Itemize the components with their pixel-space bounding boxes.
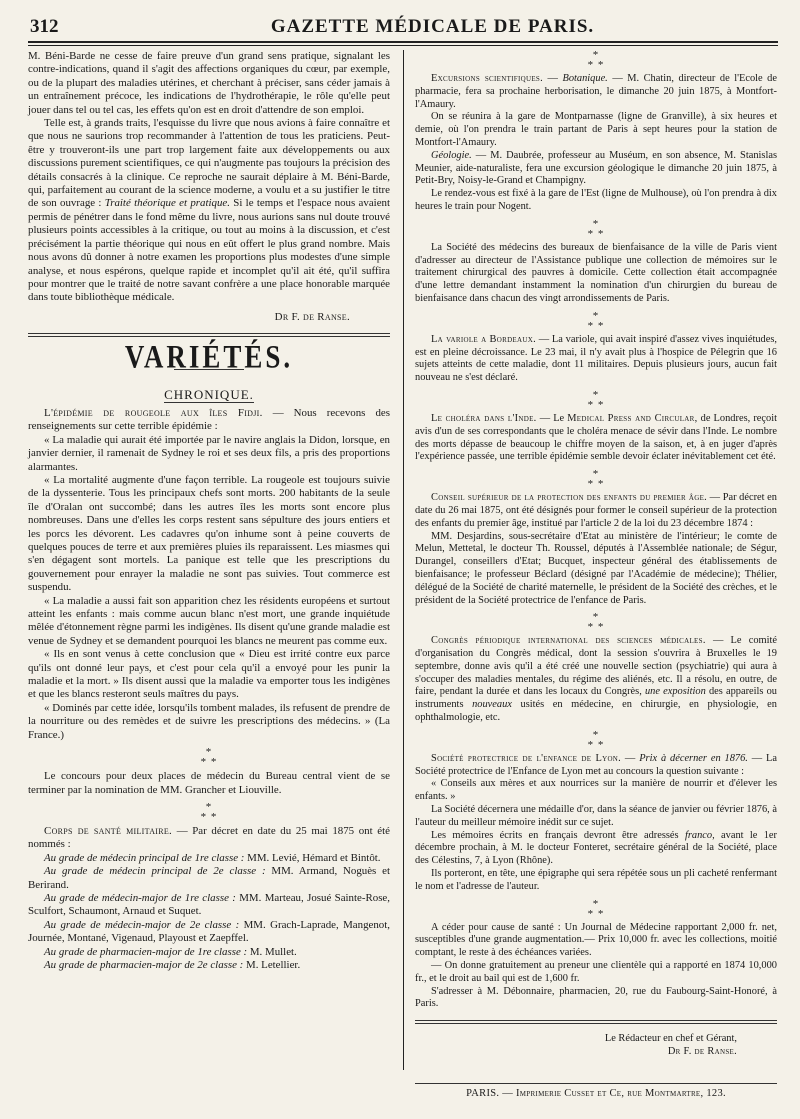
- news-headline: Excursions scientifiques.: [431, 73, 543, 84]
- section-rule: [28, 333, 390, 337]
- quote-paragraph: « Dominés par cette idée, lorsqu'ils tombent malades, ils refusent de prendre de la nourriture ou des remèdes et de suivre les prescriptions des médecins. » (La France.): [28, 701, 390, 741]
- news-headline: L'épidémie de rougeole aux îles Fidji.: [44, 406, 263, 419]
- text-span: Les mémoires écrits en français devront être adressés: [431, 829, 685, 841]
- news-headline: Société protectrice de l'enfance de Lyon.: [431, 752, 622, 764]
- grade-names: M. Letellier.: [243, 958, 301, 971]
- advert-paragraph: S'adresser à M. Débonnaire, pharmacien, 20, rue du Faubourg-Saint-Honoré, à Paris.: [415, 985, 777, 1010]
- italic-term: franco,: [684, 829, 715, 841]
- journal-title: GAZETTE MÉDICALE DE PARIS.: [270, 16, 595, 37]
- subheading: Géologie.: [431, 149, 472, 161]
- separator-stars: * * *: [587, 388, 605, 411]
- subheading: Botanique.: [562, 73, 608, 84]
- grade-label: Au grade de médecin principal de 2e classe :: [44, 865, 266, 878]
- book-title: Traité théorique et pratique.: [104, 197, 230, 210]
- header-rule: [28, 41, 778, 46]
- news-item: [28, 407, 390, 434]
- italic-term: une exposition: [644, 686, 706, 698]
- text-span: — La variole, qui avait inspiré d'assez vives inquiétudes, est en pleine décroissance. Le 23 mai, il n'y avait plus à l'hospice de Pélegrin que 16 sujets atteints de cette maladie, dont 11 militaires. Depuis plusieurs jours, aucun fait nouveau ne s'est déclaré.: [415, 333, 777, 384]
- running-header: [30, 12, 775, 42]
- news-item: Le choléra dans l'Inde. — Le Medical Press and Circular, de Londres, reçoit avis d'un de ses correspondants que le choléra menace de sévir dans l'Inde. Le nombre des morts dépasse de beaucoup le chiffre moyen de la saison, et, à en juger d'après l'expérience passée, une terrible épidémie semble devoir éclater inévitablement cet été.: [415, 412, 777, 463]
- subheading: Prix à décerner en 1876.: [639, 752, 748, 764]
- news-item: [415, 334, 777, 385]
- separator-stars: * * *: [587, 897, 605, 920]
- text-span: — Par décret en date du 25 mai 1875 ont été nommés :: [28, 824, 390, 851]
- news-item: La Société des médecins des bureaux de bienfaisance de la ville de Paris vient d'adresser au directeur de l'Assistance publique une collection de mémoires sur le traitement chirurgical des pauvres à domicile. Cette collection était accompagnée d'une lettre demandant instamment la nomination d'un chirurgien du bureau de bienfaisance dans chacun des vingt arrondissements de Paris.: [415, 241, 777, 304]
- news-paragraph: Ils porteront, en tête, une épigraphe qui sera répétée sous un pli cacheté renfermant le nom et l'adresse de l'auteur.: [415, 868, 777, 892]
- promotion-line: [28, 892, 390, 919]
- separator-stars: * * *: [200, 746, 218, 769]
- separator-stars: * * *: [587, 728, 605, 751]
- column-rule: [403, 50, 404, 1070]
- news-headline: La variole a Bordeaux.: [431, 333, 536, 345]
- news-paragraph: La Société décernera une médaille d'or, dans la séance de janvier ou février 1876, à l'auteur du meilleur mémoire inédit sur ce sujet.: [415, 804, 777, 828]
- news-paragraph: MM. Desjardins, sous-secrétaire d'Etat au ministère de l'intérieur; le comte de Melun, Mettetal, le docteur Th. Roussel, députés à l'Assemblée nationale; de Ségur, Durangel, conseillers d'Etat; Bucquet, inspecteur général des établissements de bienfaisance; le professeur Béclard (désigné par l'Académie de médecine); Thélier, délégué de la Société de charité maternelle, le président de la Société des crèches, et le président de la Société protectrice de l'enfance de Paris.: [415, 530, 777, 606]
- separator-stars: * * *: [200, 800, 218, 823]
- news-headline: Conseil supérieur de la protection des enfants du premier âge.: [431, 492, 708, 504]
- text-span: Si le temps et l'espace nous avaient permis de pénétrer dans le fond même du livre, nous aurions sans nul doute trouvé plusieurs points accessibles à la critique, ou tout au moins à la discussion, et c'est précisément la partie théorique qui nous en eût offert le plus grand nombre. Mais nous avons dû donner à notre examen les proportions plus modestes d'une simple analyse, et nous espérons, quelque rapide et incomplet qu'il ait été, qu'il suffira pour montrer que le traité de notre savant confrère a une place honorable marquée dans toute bibliothèque médicale.: [28, 197, 391, 304]
- author-signature: Dr F. de Ranse.: [274, 310, 350, 323]
- journal-name: Medical Press and Circular,: [567, 412, 698, 424]
- separator-stars: * * *: [587, 611, 605, 634]
- grade-names: MM. Grach-Laprade, Mangenot, Journée, Montané, Vigenaud, Playoust et Zaepffel.: [28, 918, 390, 945]
- review-paragraph: M. Béni-Barde ne cesse de faire preuve d'un grand sens pratique, signalant les contre-indications, quand il s'agit des affections organiques du cœur, par exemple, ou de la plupart des maladies utérines, et cherchant à préciser, sans céder jamais à un entraînement précoce, les indications de l'hydrothérapie, le rôle qu'elle peut jouer dans tel ou tel cas, les effets qu'on est en droit d'attendre de son emploi.: [28, 50, 390, 116]
- news-paragraph: On se réunira à la gare de Montparnasse (ligne de Granville), à six heures et demie, où l'on prendra le train partant de Paris à sept heures pour la station de Montfort-l'Amaury.: [415, 111, 777, 148]
- section-title: VARIÉTÉS.: [124, 338, 294, 375]
- quote-paragraph: « La maladie qui aurait été importée par le navire anglais la Didon, lorsque, en janvier dernier, il ramenait de Sydney le roi et ses deux fils, a pris des proportions alarmantes.: [28, 433, 390, 473]
- promotion-line: [28, 919, 390, 946]
- advert-paragraph: A céder pour cause de santé : Un Journal de Médecine rapportant 2,000 fr. net, susceptibles d'une grande augmentation.— Prix 10,000 fr. avec les collections, moitié comptant, le reste à des échéances variées.: [415, 921, 777, 959]
- promotion-line: [28, 946, 390, 959]
- text-span: des appareils ou instruments: [415, 686, 777, 711]
- text-span: Telle est, à grands traits, l'esquisse du livre que nous avions à faire connaître et que nous ne saurions trop recommander à l'attention de tous les praticiens. Peut-être y trouveront-ils une part trop largement faite aux développements ou aux discussions purement scientifiques, ce qui n'augmente pas toujours la précision des détails consacrés à la clinique. Ce reproche ne saurait déplaire à M. Béni-Barde, qui, parfaitement au courant de la science moderne, a voulu et a su justifier le titre de son ouvrage :: [28, 117, 390, 210]
- text-span: — M. Chatin, directeur de l'Ecole de pharmacie, fera sa prochaine herborisation, le dimanche 20 juin 1875, à Montfort-l'Amaury.: [415, 73, 777, 110]
- news-paragraph: Le rendez-vous est fixé à la gare de l'Est (ligne de Mulhouse), où l'on prendra à dix heures le train pour Nogent.: [415, 188, 777, 212]
- right-column: [415, 50, 777, 1059]
- news-item: Excursions scientifiques. — Botanique. — M. Chatin, directeur de l'Ecole de pharmacie, fera sa prochaine herborisation, le dimanche 20 juin 1875, à Montfort-l'Amaury.: [415, 73, 777, 110]
- left-column: [28, 50, 390, 972]
- imprint-rule: [415, 1083, 777, 1084]
- grade-names: MM. Armand, Noguès et Berirand.: [28, 865, 390, 891]
- news-item: Le concours pour deux places de médecin du Bureau central vient de se terminer par la nomination de MM. Grancher et Liouville.: [28, 770, 390, 796]
- text-span: de Londres, reçoit avis d'un de ses correspondants que le choléra menace de sévir dans l'Inde. Le nombre des morts dépasse de beaucoup le chiffre moyen de la saison, et, à en juger d'après l'expérience passée, une terrible épidémie semble devoir éclater inévitablement cet été.: [415, 412, 777, 463]
- news-item: [28, 825, 390, 852]
- separator-stars: * * *: [587, 217, 605, 240]
- promotion-line: [28, 959, 390, 972]
- separator-stars: * * *: [587, 49, 605, 71]
- text-span: — La Société protectrice de l'Enfance de Lyon met au concours la question suivante :: [415, 752, 777, 777]
- promotion-line: [28, 852, 390, 865]
- grade-label: Au grade de médecin-major de 2e classe :: [44, 918, 240, 931]
- grade-names: MM. Marteau, Josué Sainte-Rose, Sculfort, Schaumont, Arnaud et Suquet.: [28, 891, 390, 918]
- grade-label: Au grade de pharmacien-major de 2e classe :: [44, 958, 244, 971]
- news-item: [415, 635, 777, 725]
- grade-label: Au grade de médecin principal de 1re classe :: [44, 851, 245, 864]
- quote-paragraph: « Conseils aux mères et aux nourrices sur la manière de nourrir et d'élever les enfants. »: [415, 778, 777, 803]
- quote-paragraph: « La maladie a aussi fait son apparition chez les résidents européens et surtout atteint les enfants : mais comme aucun blanc n'est mort, une grande inquiétude mêlée d'étonnement règne parmi les indigènes. Ils disent qu'une grande maladie est venue de Sydney et se demandent pourquoi les blancs ne meurent pas comme eux.: [28, 594, 390, 647]
- news-item: Société protectrice de l'enfance de Lyon. — Prix à décerner en 1876. — La Société protectrice de l'Enfance de Lyon met au concours la question suivante :: [415, 752, 777, 777]
- separator-stars: * * *: [587, 468, 605, 491]
- text-span: — M. Daubrée, professeur au Muséum, en son absence, M. Stanislas Meunier, aide-naturaliste, fera une excursion géologique le dimanche 20 juin 1875, à Petit-Bry, Noisy-le-Grand et Champigny.: [415, 149, 777, 187]
- news-headline: Le choléra dans l'Inde.: [431, 412, 537, 424]
- grade-label: Au grade de médecin-major de 1re classe :: [44, 891, 236, 904]
- text-span: — Le comité d'organisation du Congrès médical, dont la session s'ouvrira à Bruxelles le 19 septembre, donne avis qu'il a été créé une nouvelle section (psychiatrie) qui aura à s'occuper des maladies mentales, du régime des aliénés, etc. Il a résolu, en outre, de faire, pendant la durée et dans les locaux du Congrès,: [415, 635, 777, 698]
- grade-label: Au grade de pharmacien-major de 1re classe :: [44, 945, 248, 958]
- page-number: 312: [30, 16, 59, 37]
- section-rule: [415, 1020, 777, 1024]
- printer-imprint: PARIS. — Imprimerie Cusset et Ce, rue Montmartre, 123.: [466, 1088, 726, 1099]
- news-headline: Congrès périodique international des sciences médicales.: [431, 635, 706, 647]
- quote-paragraph: « La mortalité augmente d'une façon terrible. La rougeole est toujours suivie de la dyssenterie. Tous les principaux chefs sont morts. 200 habitants de la seule île d'Oralan ont succombé; dans les autres îles les morts sont encore plus nombreuses. Dans une d'elles les corps restent sans sépulture des jours entiers et les porcs les dévorent. Les cadavres qu'on inhume sont à peine couverts de quelques pouces de terre et aux premières pluies ils reparaissent. Les miasmes qui s'en dégagent sont mortels. La panique est telle que les prescriptions du gouvernement pour enrayer la maladie ne sont pas suivies. Tout commerce est suspendu.: [28, 473, 390, 594]
- editor-signature: Dr F. de Ranse.: [667, 1046, 737, 1058]
- editor-title: Le Rédacteur en chef et Gérant,: [604, 1033, 737, 1045]
- review-paragraph: [28, 117, 390, 305]
- text-span: avant le 1er décembre prochain, à M. le docteur Fonteret, secrétaire général de la Société, place des Célestins, 7, à Lyon (Rhône).: [415, 829, 777, 867]
- promotion-line: [28, 865, 390, 892]
- text-span: — Nous recevons des renseignements sur cette terrible épidémie :: [28, 406, 390, 433]
- separator-stars: * * *: [587, 309, 605, 332]
- news-paragraph: [415, 150, 777, 188]
- subsection-title: [28, 388, 390, 401]
- news-paragraph: [415, 830, 777, 868]
- italic-term: nouveaux: [472, 699, 512, 711]
- quote-paragraph: « Ils en sont venus à cette conclusion que « Dieu est irrité contre eux parce qu'ils ont donné leur pays, et c'est pour cela qu'il a envoyé pour les punir la maladie et la mort. » Ils disent aussi que la maladie va emporter tous les indigènes et que les blancs resteront seuls maîtres du pays.: [28, 648, 390, 701]
- text-span: — Par décret en date du 26 mai 1875, ont été désignés pour former le conseil supérieur de la protection des enfants du premier âge, institué par l'article 2 de la loi du 23 décembre 1874 :: [415, 492, 777, 529]
- grade-names: MM. Levié, Hémard et Bintôt.: [244, 851, 381, 864]
- text-span: usités en médecine, en chirurgie, en physiologie, en ophthalmologie, etc.: [415, 699, 777, 724]
- news-headline: Corps de santé militaire.: [44, 824, 173, 837]
- grade-names: M. Mullet.: [247, 945, 297, 958]
- chronique-label: CHRONIQUE.: [164, 386, 254, 402]
- news-item: [415, 492, 777, 530]
- advert-paragraph: — On donne gratuitement au preneur une clientèle qui a rapporté en 1874 10,000 fr., et le droit au bail qui est de 1,600 fr.: [415, 960, 777, 984]
